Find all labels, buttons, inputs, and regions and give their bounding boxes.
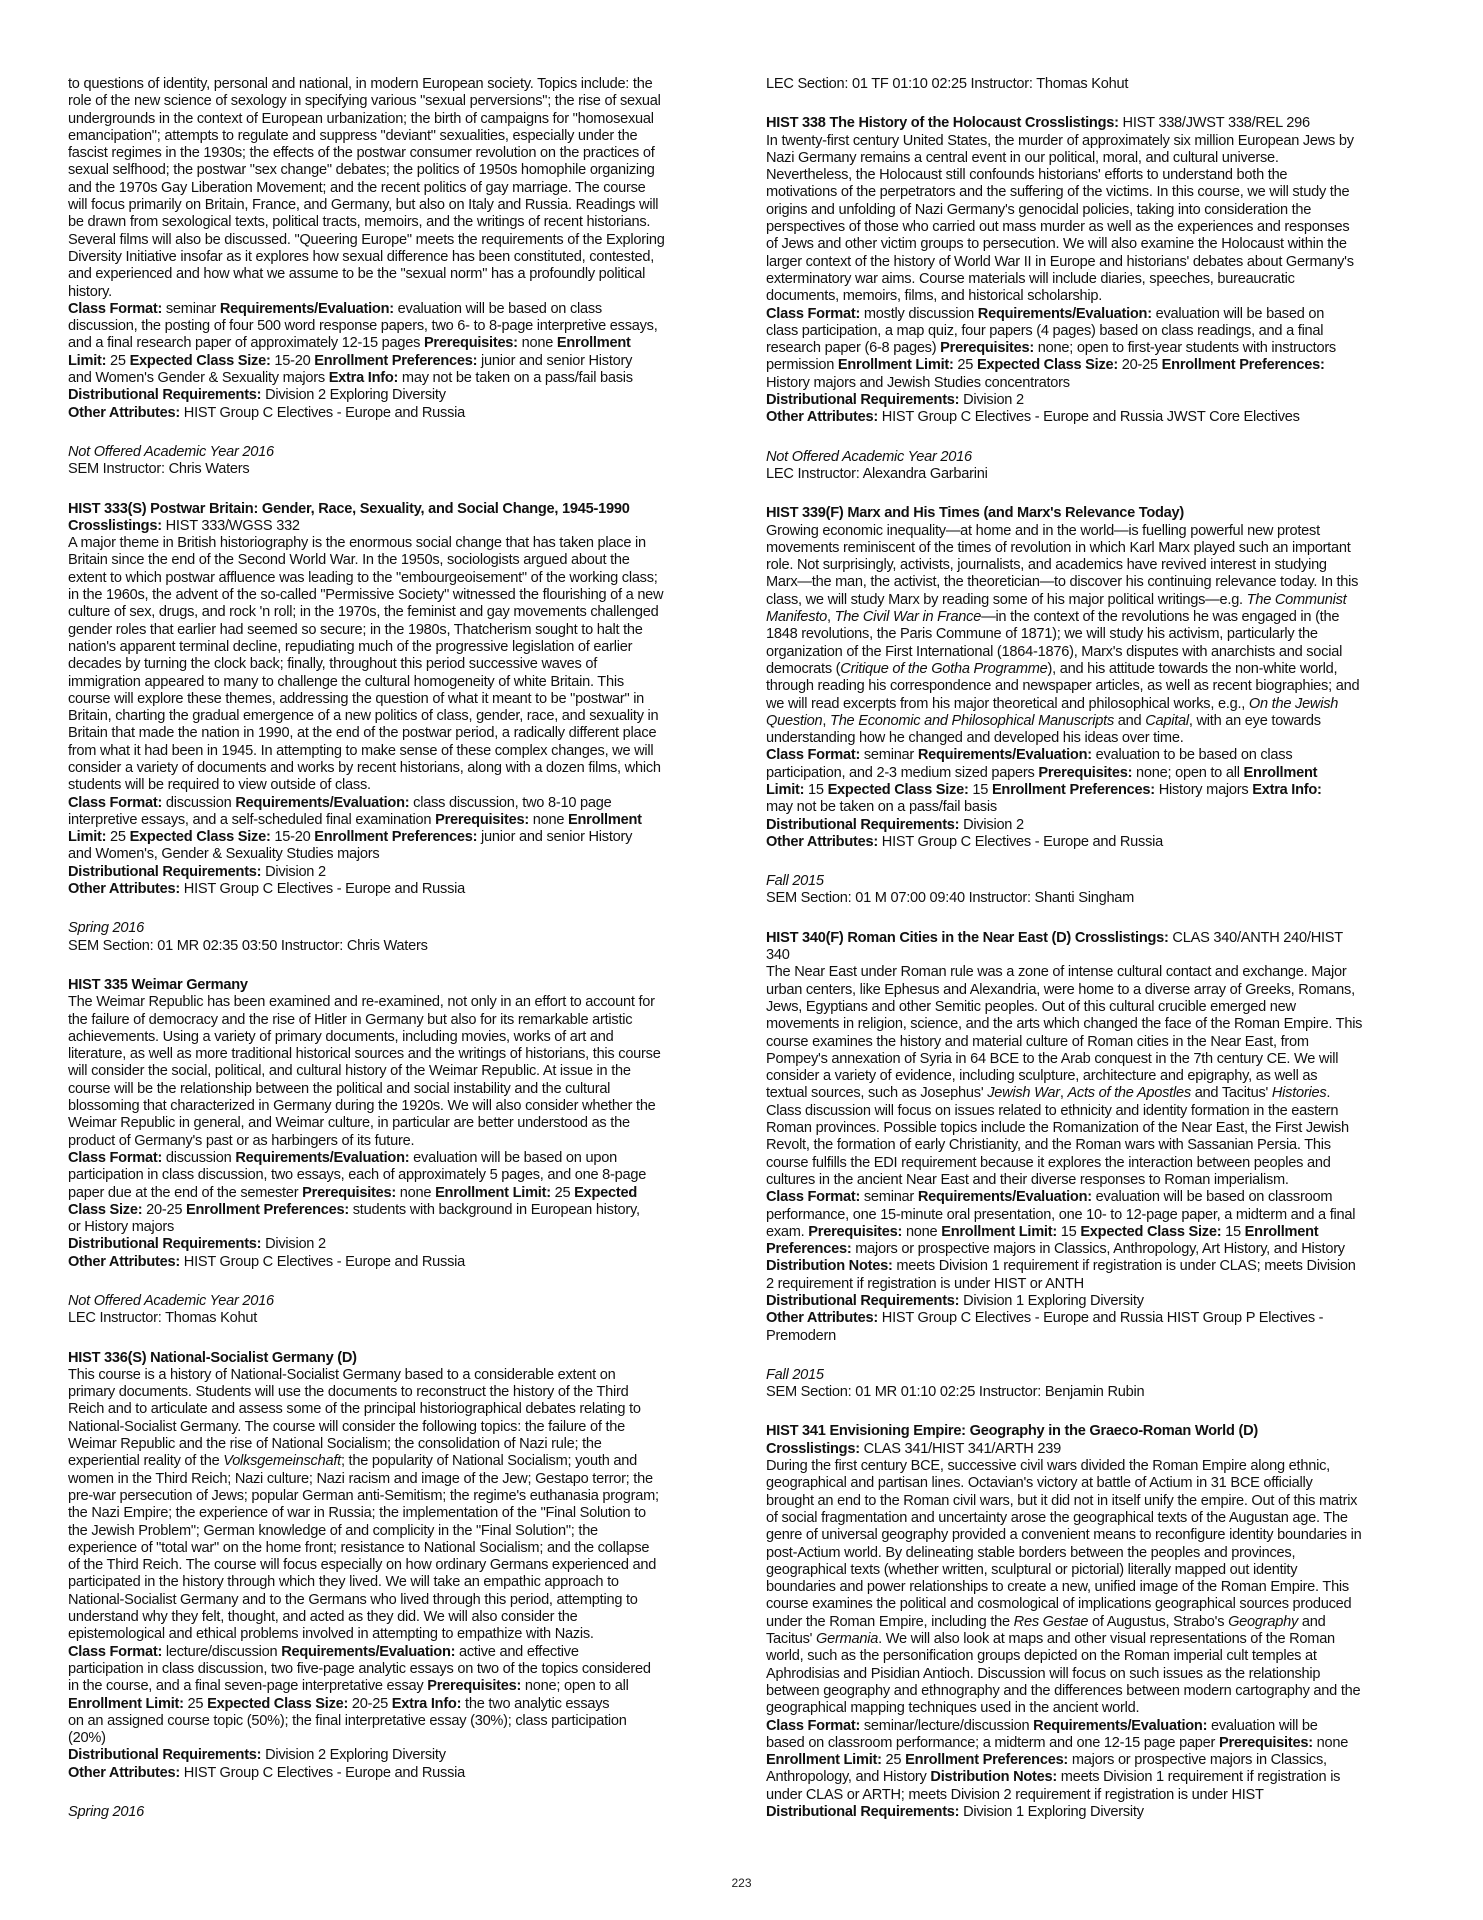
text-line: course fulfills the EDI requirement because it explores the interaction between peoples and xyxy=(766,1154,1331,1171)
left-entry xyxy=(68,1293,748,1328)
text-line: origins and unfolding of Nazi Germany's genocidal policies, taking into consideration the xyxy=(766,201,1312,218)
text-line: Class Format: seminar Requirements/Evaluation: evaluation will be based on classroom xyxy=(766,1189,1333,1206)
text-line: Other Attributes: HIST Group C Electives - Europe and Russia xyxy=(766,833,1164,850)
text-line: the Jewish Problem"; German knowledge of and complicity in the "Final Solution"; the xyxy=(68,1522,598,1539)
text-line: of the Third Reich. The course will focus especially on how ordinary Germans experienced and xyxy=(68,1557,657,1574)
text-line: research paper (6-8 pages) Prerequisites: none; open to first-year students with instructors xyxy=(766,340,1336,357)
text-line: consider a variety of documents and works by recent historians, along with a dozen films, which xyxy=(68,759,661,776)
text-line: Nazi Germany remains a central event in our political, moral, and cultural universe. xyxy=(766,149,1279,166)
text-line: genre of universal geography provided a convenient means to reconfigure identity boundaries in xyxy=(766,1527,1362,1544)
text-line: extent to which postwar affluence was leading to the "embourgeoisement" of the working class; xyxy=(68,569,658,586)
text-line: consider a variety of evidence, including sculpture, architecture and epigraphy, as well as xyxy=(766,1068,1318,1085)
text-line: Spring 2016 xyxy=(68,920,144,937)
text-line: course examines the political and cosmological of implications geographical sources produced xyxy=(766,1596,1352,1613)
text-line: This course is a history of National-Socialist Germany based to a considerable extent on xyxy=(68,1366,616,1383)
text-line: HIST 335 Weimar Germany xyxy=(68,976,248,993)
text-line: experience of "total war" on the home front; resistance to National Socialism; and the collapse xyxy=(68,1539,650,1556)
text-line: urban centers, like Ephesus and Alexandria, were home to a diverse array of Greeks, Romans, xyxy=(766,981,1355,998)
text-line: Diversity Initiative insofar as it explores how sexual difference has been constituted, contested, xyxy=(68,248,655,265)
text-line: decades by turning the clock back; finally, throughout this period successive waves of xyxy=(68,656,598,673)
text-line: class, we will study Marx by reading some of his major political writings—e.g. The Communist xyxy=(766,591,1347,608)
text-line: history. xyxy=(68,283,112,300)
text-line: Limit: 25 Expected Class Size: 15-20 Enrollment Preferences: junior and senior History xyxy=(68,352,633,369)
text-line: perspectives of those who carried out mass murder as well as the experiences and responses xyxy=(766,219,1350,236)
text-line: motivations of the perpetrators and the suffering of the victims. In this course, we will study the xyxy=(766,184,1350,201)
text-line: in the 1960s, the advent of the so-called "Permissive Society" witnessed the flourishing of a new xyxy=(68,587,664,604)
text-line: movements in religion, science, and the arts which changed the face of the Roman Empire. This xyxy=(766,1016,1363,1033)
text-line: LEC Instructor: Thomas Kohut xyxy=(68,1310,258,1327)
text-line: Britain since the end of the Second World War. In the 1950s, sociologists argued about the xyxy=(68,552,630,569)
text-line: Class Format: discussion Requirements/Evaluation: class discussion, two 8-10 page xyxy=(68,794,612,811)
text-line: Britain, charting the gradual emergence of a new politics of class, gender, race, and sexuality in xyxy=(68,708,659,725)
text-line: sexual selfhood; the postwar "sex change" debates; the politics of 1950s homophile organizing xyxy=(68,162,655,179)
text-line: to questions of identity, personal and national, in modern European society. Topics include: the xyxy=(68,76,653,92)
text-line: paper due at the end of the semester Prerequisites: none Enrollment Limit: 25 Expected xyxy=(68,1184,638,1201)
text-line: The Weimar Republic has been examined and re-examined, not only in an effort to account for xyxy=(68,994,655,1011)
text-line: be drawn from sexological texts, political tracts, memoirs, and the writings of recent historians. xyxy=(68,214,651,231)
text-line: understanding how he changed and developed his ideas over time. xyxy=(766,730,1184,747)
text-line: Distributional Requirements: Division 2 xyxy=(68,863,326,880)
text-line: between geography and ethnography and the differences between modern cartography and the xyxy=(766,1682,1361,1699)
text-line: nation's apparent terminal decline, repudiating much of the progressive legislation of earlier xyxy=(68,638,633,655)
text-line: based on classroom performance; a midterm and one 12-15 page paper Prerequisites: none xyxy=(766,1734,1349,1751)
text-line: Anthropology, and History Distribution Notes: meets Division 1 requirement if registration is xyxy=(766,1769,1341,1786)
text-line: Class Size: 20-25 Enrollment Preferences: students with background in European history, xyxy=(68,1201,640,1218)
text-line: LEC Section: 01 TF 01:10 02:25 Instructor: Thomas Kohut xyxy=(766,76,1129,92)
text-line: will consider the social, political, and cultural history of the Weimar Republic. At issue in the xyxy=(68,1063,631,1080)
text-line: Roman provinces. Possible topics include the Romanization of the Near East, the First Jewish xyxy=(766,1120,1349,1137)
text-line: Jews, Egyptians and other Semitic peoples. Out of this cultural crucible emerged new xyxy=(766,998,1296,1015)
text-line: Distributional Requirements: Division 2 Exploring Diversity xyxy=(68,387,446,404)
text-line: HIST 341 Envisioning Empire: Geography in the Graeco-Roman World (D) xyxy=(766,1423,1258,1440)
text-line: and Women's Gender & Sexuality majors Extra Info: may not be taken on a pass/fail basis xyxy=(68,370,633,387)
text-line: Limit: 25 Expected Class Size: 15-20 Enrollment Preferences: junior and senior History xyxy=(68,829,633,846)
left-entry xyxy=(68,501,748,899)
left-entry xyxy=(68,1804,748,1821)
text-line: Distribution Notes: meets Division 1 requirement if registration is under CLAS; meets Division xyxy=(766,1258,1356,1275)
text-line: will focus primarily on Britain, France, and Germany, but also on Italy and Russia. Readings will xyxy=(68,197,659,214)
text-line: larger context of the history of World War II in Europe and historians' debates about Germany's xyxy=(766,253,1354,270)
right-entry xyxy=(766,115,1446,426)
text-line: Crosslistings: CLAS 341/HIST 341/ARTH 239 xyxy=(766,1440,1062,1457)
text-line: Nevertheless, the Holocaust still confounds historians' efforts to understand both the xyxy=(766,167,1288,184)
text-line: exam. Prerequisites: none Enrollment Limit: 15 Expected Class Size: 15 Enrollment xyxy=(766,1223,1319,1240)
text-line: Weimar Republic and the rise of National Socialism; the consolidation of Nazi rule; the xyxy=(68,1436,602,1453)
text-line: cultures in the ancient Near East and their diverse responses to Roman imperialism. xyxy=(766,1171,1289,1188)
text-line: of Jews and other victim groups to persecution. We will also examine the Holocaust within the xyxy=(766,236,1347,253)
right-entry xyxy=(766,449,1446,484)
text-line: National-Socialist Germany and to the Germans who lived through this period, attempting to xyxy=(68,1591,638,1608)
left-entry xyxy=(68,977,748,1271)
text-line: of social fragmentation and uncertainty arose the geographical texts of the Augustan age. The xyxy=(766,1509,1348,1526)
text-line: world, such as the personification groups depicted on the Roman imperial cult temples at xyxy=(766,1648,1317,1665)
text-line: Spring 2016 xyxy=(68,1804,144,1821)
text-line: Distributional Requirements: Division 1 Exploring Diversity xyxy=(766,1804,1144,1821)
text-line: performance, one 15-minute oral presentation, one 10- to 12-page paper, a midterm and a final xyxy=(766,1206,1356,1223)
text-line: culture of sex, drugs, and rock 'n roll; in the 1970s, the feminist and gay movements challenged xyxy=(68,604,659,621)
text-line: the failure of democracy and the rise of Hitler in Germany but also for its remarkable artistic xyxy=(68,1011,633,1028)
text-line: Distributional Requirements: Division 2 xyxy=(766,816,1024,833)
text-line: Reich and to articulate and assess some of the principal historiographical debates relating to xyxy=(68,1401,641,1418)
text-line: may not be taken on a pass/fail basis xyxy=(766,799,997,816)
text-line: Class Format: seminar Requirements/Evaluation: evaluation to be based on class xyxy=(766,747,1293,764)
text-line: class participation, a map quiz, four papers (4 pages) based on class readings, and a final xyxy=(766,322,1324,339)
text-line: 1848 revolutions, the Paris Commune of 1871); we will study his activism, particularly the xyxy=(766,626,1318,643)
text-line: SEM Section: 01 MR 01:10 02:25 Instructor: Benjamin Rubin xyxy=(766,1384,1145,1401)
text-line: Several films will also be discussed. "Queering Europe" meets the requirements of the Exploring xyxy=(68,231,665,248)
right-entry xyxy=(766,930,1446,1345)
text-line: Class Format: lecture/discussion Requirements/Evaluation: active and effective xyxy=(68,1643,579,1660)
text-line: the Nazi Empire; the experience of war in Russia; the implementation of the "Final Solution to xyxy=(68,1505,646,1522)
text-line: Not Offered Academic Year 2016 xyxy=(68,1293,274,1309)
text-line: HIST 338 The History of the Holocaust Crosslistings: HIST 338/JWST 338/REL 296 xyxy=(766,115,1310,132)
left-column xyxy=(68,76,748,1843)
text-line: experiential reality of the Volksgemeinschaft; the popularity of National Socialism; youth and xyxy=(68,1453,637,1470)
text-line: Question, The Economic and Philosophical Manuscripts and Capital, with an eye towards xyxy=(766,712,1321,729)
text-line: literature, as well as more traditional historical sources and the writings of historians, this course xyxy=(68,1046,661,1063)
text-line: During the first century BCE, successive civil wars divided the Roman Empire along ethnic, xyxy=(766,1458,1330,1475)
text-line: SEM Section: 01 M 07:00 09:40 Instructor: Shanti Singham xyxy=(766,890,1135,907)
left-entry xyxy=(68,1350,748,1782)
text-line: through reading his correspondence and newspaper articles, as well as recent biographies; and xyxy=(766,678,1360,695)
text-line: Other Attributes: HIST Group C Electives - Europe and Russia JWST Core Electives xyxy=(766,409,1300,426)
text-line: movements reminiscent of the times of revolution in which Karl Marx played such an important xyxy=(766,539,1351,556)
text-line: students will be required to view outside of class. xyxy=(68,777,371,794)
text-line: exterminatory war aims. Course materials will include diaries, speeches, bureaucratic xyxy=(766,270,1295,287)
text-line: participation in class discussion, two five-page analytic essays on two of the topics considered xyxy=(68,1660,651,1677)
text-line: immigration appeared to many to challenge the cultural homogeneity of white Britain. This xyxy=(68,673,624,690)
text-line: post-Actium world. By delineating stable borders between the peoples and provinces, xyxy=(766,1544,1296,1561)
text-line: Britain that made the nation in 1990, at the end of the postwar period, a radically different place xyxy=(68,725,657,742)
text-line: product of Germany's past or as harbingers of its future. xyxy=(68,1132,415,1149)
text-line: participation in class discussion, two essays, each of approximately 5 pages, and one 8-page xyxy=(68,1167,647,1184)
text-line: HIST 340(F) Roman Cities in the Near East (D) Crosslistings: CLAS 340/ANTH 240/HIST xyxy=(766,929,1343,946)
text-line: we will read excerpts from his major theoretical and philosophical works, e.g., On the Jewish xyxy=(766,695,1339,712)
text-line: Other Attributes: HIST Group C Electives - Europe and Russia xyxy=(68,404,466,421)
text-line: (20%) xyxy=(68,1730,106,1747)
text-line: role of the new science of sexology in specifying various "sexual perversions"; the rise of sexual xyxy=(68,93,661,110)
text-line: Revolt, the formation of early Christianity, and the Roman wars with Sassanian Persia. This xyxy=(766,1137,1331,1154)
text-line: Not Offered Academic Year 2016 xyxy=(68,443,274,460)
text-line: pre-war persecution of Jews; popular German anti-Semitism; the regime's euthanasia program; xyxy=(68,1487,659,1504)
text-line: role. Not surprisingly, activists, journalists, and academics have revived interest in studying xyxy=(766,557,1327,574)
text-line: The Near East under Roman rule was a zone of intense cultural contact and exchange. Major xyxy=(766,964,1347,981)
text-line: Preferences: majors or prospective majors in Classics, Anthropology, Art History, and History xyxy=(766,1241,1345,1258)
text-line: under CLAS or ARTH; meets Division 2 requirement if registration is under HIST xyxy=(766,1786,1264,1803)
left-entry xyxy=(68,920,748,955)
text-line: SEM Instructor: Chris Waters xyxy=(68,461,250,478)
right-entry xyxy=(766,873,1446,908)
text-line: Other Attributes: HIST Group C Electives - Europe and Russia xyxy=(68,1764,466,1781)
text-line: gender roles that earlier had seemed so secure; in the 1980s, Thatcherism sought to halt the xyxy=(68,621,643,638)
text-line: achievements. Using a variety of primary documents, including movies, works of art and xyxy=(68,1028,614,1045)
text-line: Growing economic inequality—at home and in the world—is fuelling powerful new protest xyxy=(766,522,1320,539)
text-line: documents, memoirs, films, and historical scholarship. xyxy=(766,288,1103,305)
text-line: fascist regimes in the 1930s; the effects of the postwar consumer revolution on the practices of xyxy=(68,145,655,162)
text-line: Enrollment Limit: 25 Expected Class Size: 20-25 Extra Info: the two analytic essays xyxy=(68,1695,610,1712)
right-entry xyxy=(766,1423,1446,1821)
text-line: HIST 336(S) National-Socialist Germany (D) xyxy=(68,1349,357,1366)
text-line: and a final research paper of approximately 12-15 pages Prerequisites: none Enrollment xyxy=(68,335,631,352)
page-number: 223 xyxy=(731,1876,752,1890)
text-line: Class Format: seminar Requirements/Evaluation: evaluation will be based on class xyxy=(68,300,602,317)
text-line: participation, and 2-3 medium sized papers Prerequisites: none; open to all Enrollment xyxy=(766,764,1318,781)
text-line: National-Socialist Germany. The course will consider the following topics: the failure of the xyxy=(68,1418,625,1435)
text-line: and the 1970s Gay Liberation Movement; and the recent politics of gay marriage. The course xyxy=(68,179,646,196)
text-line: under the Roman Empire, including the Res Gestae of Augustus, Strabo's Geography and xyxy=(766,1613,1326,1630)
text-line: Pompey's annexation of Syria in 64 BCE to the Arab conquest in the 7th century CE. We will xyxy=(766,1050,1339,1067)
text-line: course will explore these themes, addressing the question of what it meant to be "postwar" in xyxy=(68,690,645,707)
text-line: course examines the history and material culture of Roman cities in the Near East, from xyxy=(766,1033,1309,1050)
text-line: and experienced and how what we assume to be the "sexual norm" has a profoundly political xyxy=(68,266,646,283)
text-line: 2 requirement if registration is under HIST or ANTH xyxy=(766,1275,1084,1292)
text-line: epistemological and ethical problems involved in attempting to empathize with Nazis. xyxy=(68,1626,594,1643)
text-line: Fall 2015 xyxy=(766,1366,824,1383)
text-line: on an assigned course topic (50%); the final interpretative essay (30%); class participation xyxy=(68,1712,627,1729)
text-line: Not Offered Academic Year 2016 xyxy=(766,448,972,465)
text-line: emancipation"; attempts to regulate and suppress "deviant" sexualities, especially under the xyxy=(68,127,638,144)
text-line: interpretive essays, and a self-scheduled final examination Prerequisites: none Enrollment xyxy=(68,811,642,828)
text-line: LEC Instructor: Alexandra Garbarini xyxy=(766,465,988,482)
right-entry xyxy=(766,76,1446,93)
text-line: participated in the history through which they lived. We will take an empathic approach to xyxy=(68,1574,619,1591)
text-line: permission Enrollment Limit: 25 Expected Class Size: 20-25 Enrollment Preferences: xyxy=(766,357,1325,374)
text-line: democrats (Critique of the Gotha Programme), and his attitude towards the non-white world, xyxy=(766,660,1338,677)
text-line: geographical mapping techniques used in the ancient world. xyxy=(766,1700,1140,1717)
right-entry xyxy=(766,505,1446,851)
text-line: Aphrodisias and Pisidian Antioch. Discussion will focus on such issues as the relationship xyxy=(766,1665,1321,1682)
text-line: Distributional Requirements: Division 2 xyxy=(68,1236,326,1253)
text-line: blossoming that characterized in Germany during the 1920s. We will also consider whether the xyxy=(68,1098,656,1115)
text-line: understand why they felt, thought, and acted as they did. We will also consider the xyxy=(68,1609,578,1626)
text-line: SEM Section: 01 MR 02:35 03:50 Instructor: Chris Waters xyxy=(68,937,428,954)
text-line: Weimar Republic in general, and Weimar culture, in particular are better understood as the xyxy=(68,1115,630,1132)
text-line: HIST 333(S) Postwar Britain: Gender, Race, Sexuality, and Social Change, 1945-1990 xyxy=(68,500,630,517)
text-line: boundaries and power relationships to create a new, unified image of the Roman Empire. This xyxy=(766,1579,1349,1596)
text-line: Crosslistings: HIST 333/WGSS 332 xyxy=(68,517,300,534)
text-line: geographical and partisan lines. Octavian's victory at battle of Actium in 31 BCE officially xyxy=(766,1475,1313,1492)
text-line: Other Attributes: HIST Group C Electives - Europe and Russia xyxy=(68,881,466,898)
text-line: History majors and Jewish Studies concentrators xyxy=(766,374,1070,391)
text-line: In twenty-first century United States, the murder of approximately six million European Jews by xyxy=(766,132,1354,149)
text-line: Limit: 15 Expected Class Size: 15 Enrollment Preferences: History majors Extra Info: xyxy=(766,781,1322,798)
text-line: textual sources, such as Josephus' Jewish War, Acts of the Apostles and Tacitus' Histories. xyxy=(766,1085,1331,1102)
text-line: organization of the First International (1864-1876), Marx's disputes with anarchists and social xyxy=(766,643,1343,660)
text-line: Premodern xyxy=(766,1327,836,1344)
right-column xyxy=(766,76,1446,1843)
text-line: Class Format: seminar/lecture/discussion Requirements/Evaluation: evaluation will be xyxy=(766,1717,1318,1734)
left-entry xyxy=(68,444,748,479)
text-line: course will be the relationship between the political and social instability and the cultural xyxy=(68,1080,611,1097)
text-line: HIST 339(F) Marx and His Times (and Marx's Relevance Today) xyxy=(766,505,1185,522)
text-line: Class Format: mostly discussion Requirements/Evaluation: evaluation will be based on xyxy=(766,305,1325,322)
text-line: geographical texts (whether written, sculptural or pictorial) literally mapped out identity xyxy=(766,1561,1298,1578)
text-line: Manifesto, The Civil War in France—in the context of the revolutions he was engaged in (the xyxy=(766,609,1340,626)
text-line: Fall 2015 xyxy=(766,873,824,890)
text-line: brought an end to the Roman civil wars, but it did not in itself unify the empire. Out of this matrix xyxy=(766,1492,1358,1509)
text-line: Other Attributes: HIST Group C Electives - Europe and Russia xyxy=(68,1253,466,1270)
text-line: 340 xyxy=(766,947,790,964)
text-line: discussion, the posting of four 500 word response papers, two 6- to 8-page interpretive essays, xyxy=(68,318,658,335)
text-line: Enrollment Limit: 25 Enrollment Preferences: majors or prospective majors in Classics, xyxy=(766,1752,1327,1769)
text-line: in the course, and a final seven-page interpretative essay Prerequisites: none; open to all xyxy=(68,1678,629,1695)
text-line: Distributional Requirements: Division 2 Exploring Diversity xyxy=(68,1747,446,1764)
text-line: Distributional Requirements: Division 1 Exploring Diversity xyxy=(766,1293,1144,1309)
text-line: Other Attributes: HIST Group C Electives - Europe and Russia HIST Group P Electives - xyxy=(766,1310,1324,1327)
text-line: A major theme in British historiography is the enormous social change that has taken place in xyxy=(68,535,646,552)
text-line: undergrounds in the context of European urbanization; the birth of campaigns for "homosexual xyxy=(68,110,654,127)
text-line: Marx—the man, the activist, the theoretician—to discover his continuing relevance today. In this xyxy=(766,574,1359,591)
text-line: Distributional Requirements: Division 2 xyxy=(766,392,1024,409)
text-line: primary documents. Students will use the documents to reconstruct the history of the Third xyxy=(68,1384,629,1401)
text-line: from what it had been in 1945. In attempting to make sense of these complex changes, we will xyxy=(68,742,654,759)
text-line: and Women's, Gender & Sexuality Studies majors xyxy=(68,846,380,863)
text-line: women in the Third Reich; Nazi culture; Nazi racism and image of the Jew; Gestapo terror; the xyxy=(68,1470,653,1487)
right-entry xyxy=(766,1367,1446,1402)
left-entry xyxy=(68,76,748,422)
text-line: Class Format: discussion Requirements/Evaluation: evaluation will be based on upon xyxy=(68,1149,617,1166)
text-line: Tacitus' Germania. We will also look at maps and other visual representations of the Roman xyxy=(766,1631,1335,1648)
text-line: Class discussion will focus on issues related to ethnicity and identity formation in the eastern xyxy=(766,1102,1339,1119)
text-line: or History majors xyxy=(68,1219,175,1236)
